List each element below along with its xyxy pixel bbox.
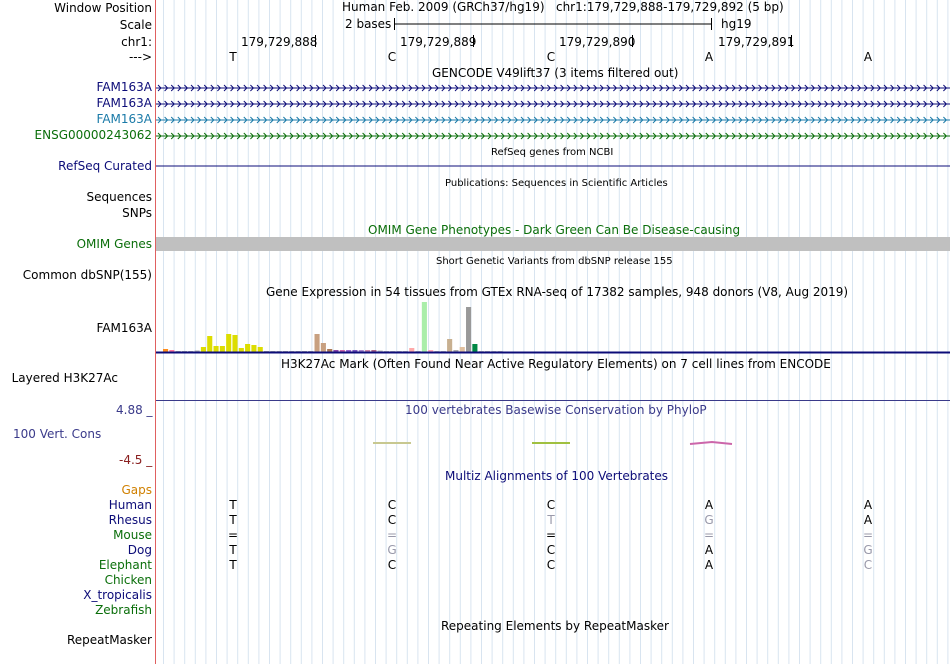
h3k27ac-label[interactable]: Layered H3K27Ac [11, 371, 118, 385]
multiz-gaps-label[interactable]: Gaps [121, 483, 152, 497]
phylop-label[interactable]: 100 Vert. Cons [13, 427, 102, 441]
phylop-min: -4.5 _ [119, 453, 153, 467]
base-1: T [229, 50, 237, 64]
omim-label[interactable]: OMIM Genes [76, 237, 152, 251]
alignment-base: G [387, 543, 397, 557]
alignment-base: = [227, 528, 239, 542]
gtex-bar [315, 334, 320, 352]
alignment-base: T [229, 498, 237, 512]
gtex-bar [466, 307, 471, 352]
alignment-base: A [704, 498, 714, 512]
gencode-item-1[interactable]: FAM163A [96, 80, 152, 94]
assembly-title: Human Feb. 2009 (GRCh37/hg19) chr1:179,729,888-179,729,892 (5 bp) [342, 0, 784, 14]
dbsnp-title[interactable]: Short Genetic Variants from dbSNP release 155 [436, 256, 673, 267]
base-2: C [387, 50, 397, 64]
position-text: chr1:179,729,888-179,729,892 (5 bp) [555, 0, 784, 14]
alignment-base: = [386, 528, 398, 542]
gencode-item-4[interactable]: ENSG00000243062 [34, 128, 152, 142]
gtex-bar [239, 348, 244, 352]
alignment-base: C [863, 558, 873, 572]
pubs-label-sequences[interactable]: Sequences [86, 190, 152, 204]
species-label[interactable]: Elephant [98, 558, 152, 572]
base-3: C [546, 50, 556, 64]
gtex-bar [251, 345, 256, 352]
alignment-base: = [862, 528, 874, 542]
gtex-bar [201, 347, 206, 352]
alignment-base: = [545, 528, 557, 542]
coord-2: 179,729,889 [400, 35, 477, 49]
alignment-base: = [703, 528, 715, 542]
multiz-title[interactable]: Multiz Alignments of 100 Vertebrates [445, 469, 669, 483]
alignment-base: A [863, 513, 873, 527]
window-position-label[interactable]: Window Position [54, 1, 152, 15]
chrom-label[interactable]: chr1: [121, 35, 152, 49]
gtex-bar [409, 348, 414, 352]
alignment-base: A [863, 498, 873, 512]
rmsk-label[interactable]: RepeatMasker [66, 633, 152, 647]
alignment-base: T [229, 513, 237, 527]
coord-3: 179,729,890 [559, 35, 636, 49]
alignment-base: C [387, 498, 397, 512]
base-4: A [704, 50, 714, 64]
coord-4: 179,729,891 [718, 35, 795, 49]
scale-db: hg19 [721, 17, 752, 31]
gtex-bar [460, 347, 465, 352]
alignment-base: C [387, 558, 397, 572]
ruler-ticks [0, 34, 950, 48]
rmsk-title[interactable]: Repeating Elements by RepeatMasker [441, 619, 669, 633]
alignment-base: C [387, 513, 397, 527]
alignment-base: C [546, 498, 556, 512]
gtex-bar [232, 335, 237, 352]
gtex-bar [447, 339, 452, 352]
species-label[interactable]: Zebrafish [95, 603, 152, 617]
gencode-gene-lines[interactable] [156, 80, 950, 144]
gtex-bar [321, 343, 326, 352]
pubs-label-snps[interactable]: SNPs [122, 206, 152, 220]
alignment-base: C [546, 558, 556, 572]
alignment-base: A [704, 558, 714, 572]
alignment-base: T [547, 513, 555, 527]
species-label[interactable]: Rhesus [108, 513, 152, 527]
gtex-chart[interactable] [156, 300, 950, 356]
phylop-title[interactable]: 100 vertebrates Basewise Conservation by PhyloP [405, 403, 707, 417]
gtex-label[interactable]: FAM163A [96, 321, 152, 335]
gtex-bar [245, 344, 250, 352]
gencode-item-3[interactable]: FAM163A [96, 112, 152, 126]
alignment-base: T [229, 543, 237, 557]
gtex-bar [226, 334, 231, 352]
species-label[interactable]: Chicken [104, 573, 152, 587]
gtex-title[interactable]: Gene Expression in 54 tissues from GTEx RNA-seq of 17382 samples, 948 donors (V8, Aug 2019) [266, 285, 849, 299]
phylop-signal[interactable] [156, 436, 950, 450]
alignment-base: T [229, 558, 237, 572]
refseq-gene-line[interactable] [156, 160, 950, 172]
pubs-title[interactable]: Publications: Sequences in Scientific Articles [445, 178, 668, 189]
dbsnp-label[interactable]: Common dbSNP(155) [22, 268, 152, 282]
phylop-max: 4.88 _ [116, 403, 153, 417]
gtex-bar [220, 346, 225, 352]
species-label[interactable]: Mouse [113, 528, 152, 542]
refseq-title[interactable]: RefSeq genes from NCBI [491, 147, 614, 158]
gtex-bar [207, 336, 212, 352]
species-label[interactable]: X_tropicalis [83, 588, 152, 602]
gencode-item-2[interactable]: FAM163A [96, 96, 152, 110]
species-label[interactable]: Human [108, 498, 152, 512]
alignment-base: A [704, 543, 714, 557]
scale-label[interactable]: Scale [119, 18, 152, 32]
scale-bar [394, 17, 714, 31]
omim-title[interactable]: OMIM Gene Phenotypes - Dark Green Can Be Disease-causing [368, 223, 741, 237]
species-label[interactable]: Dog [127, 543, 152, 557]
gtex-bar [214, 346, 219, 352]
omim-feature[interactable] [156, 237, 950, 251]
scale-text: 2 bases [345, 17, 392, 31]
base-5: A [863, 50, 873, 64]
alignment-base: C [546, 543, 556, 557]
gtex-bar [422, 302, 427, 352]
alignment-base: G [863, 543, 873, 557]
gencode-title[interactable]: GENCODE V49lift37 (3 items filtered out) [432, 66, 679, 80]
strand-label: ---> [128, 50, 152, 64]
h3k27ac-title[interactable]: H3K27Ac Mark (Often Found Near Active Regulatory Elements) on 7 cell lines from ENCODE [281, 357, 831, 371]
gtex-bar [258, 347, 263, 352]
gtex-bar [472, 344, 477, 352]
refseq-label[interactable]: RefSeq Curated [58, 159, 152, 173]
coord-1: 179,729,888 [241, 35, 318, 49]
alignment-base: G [704, 513, 714, 527]
